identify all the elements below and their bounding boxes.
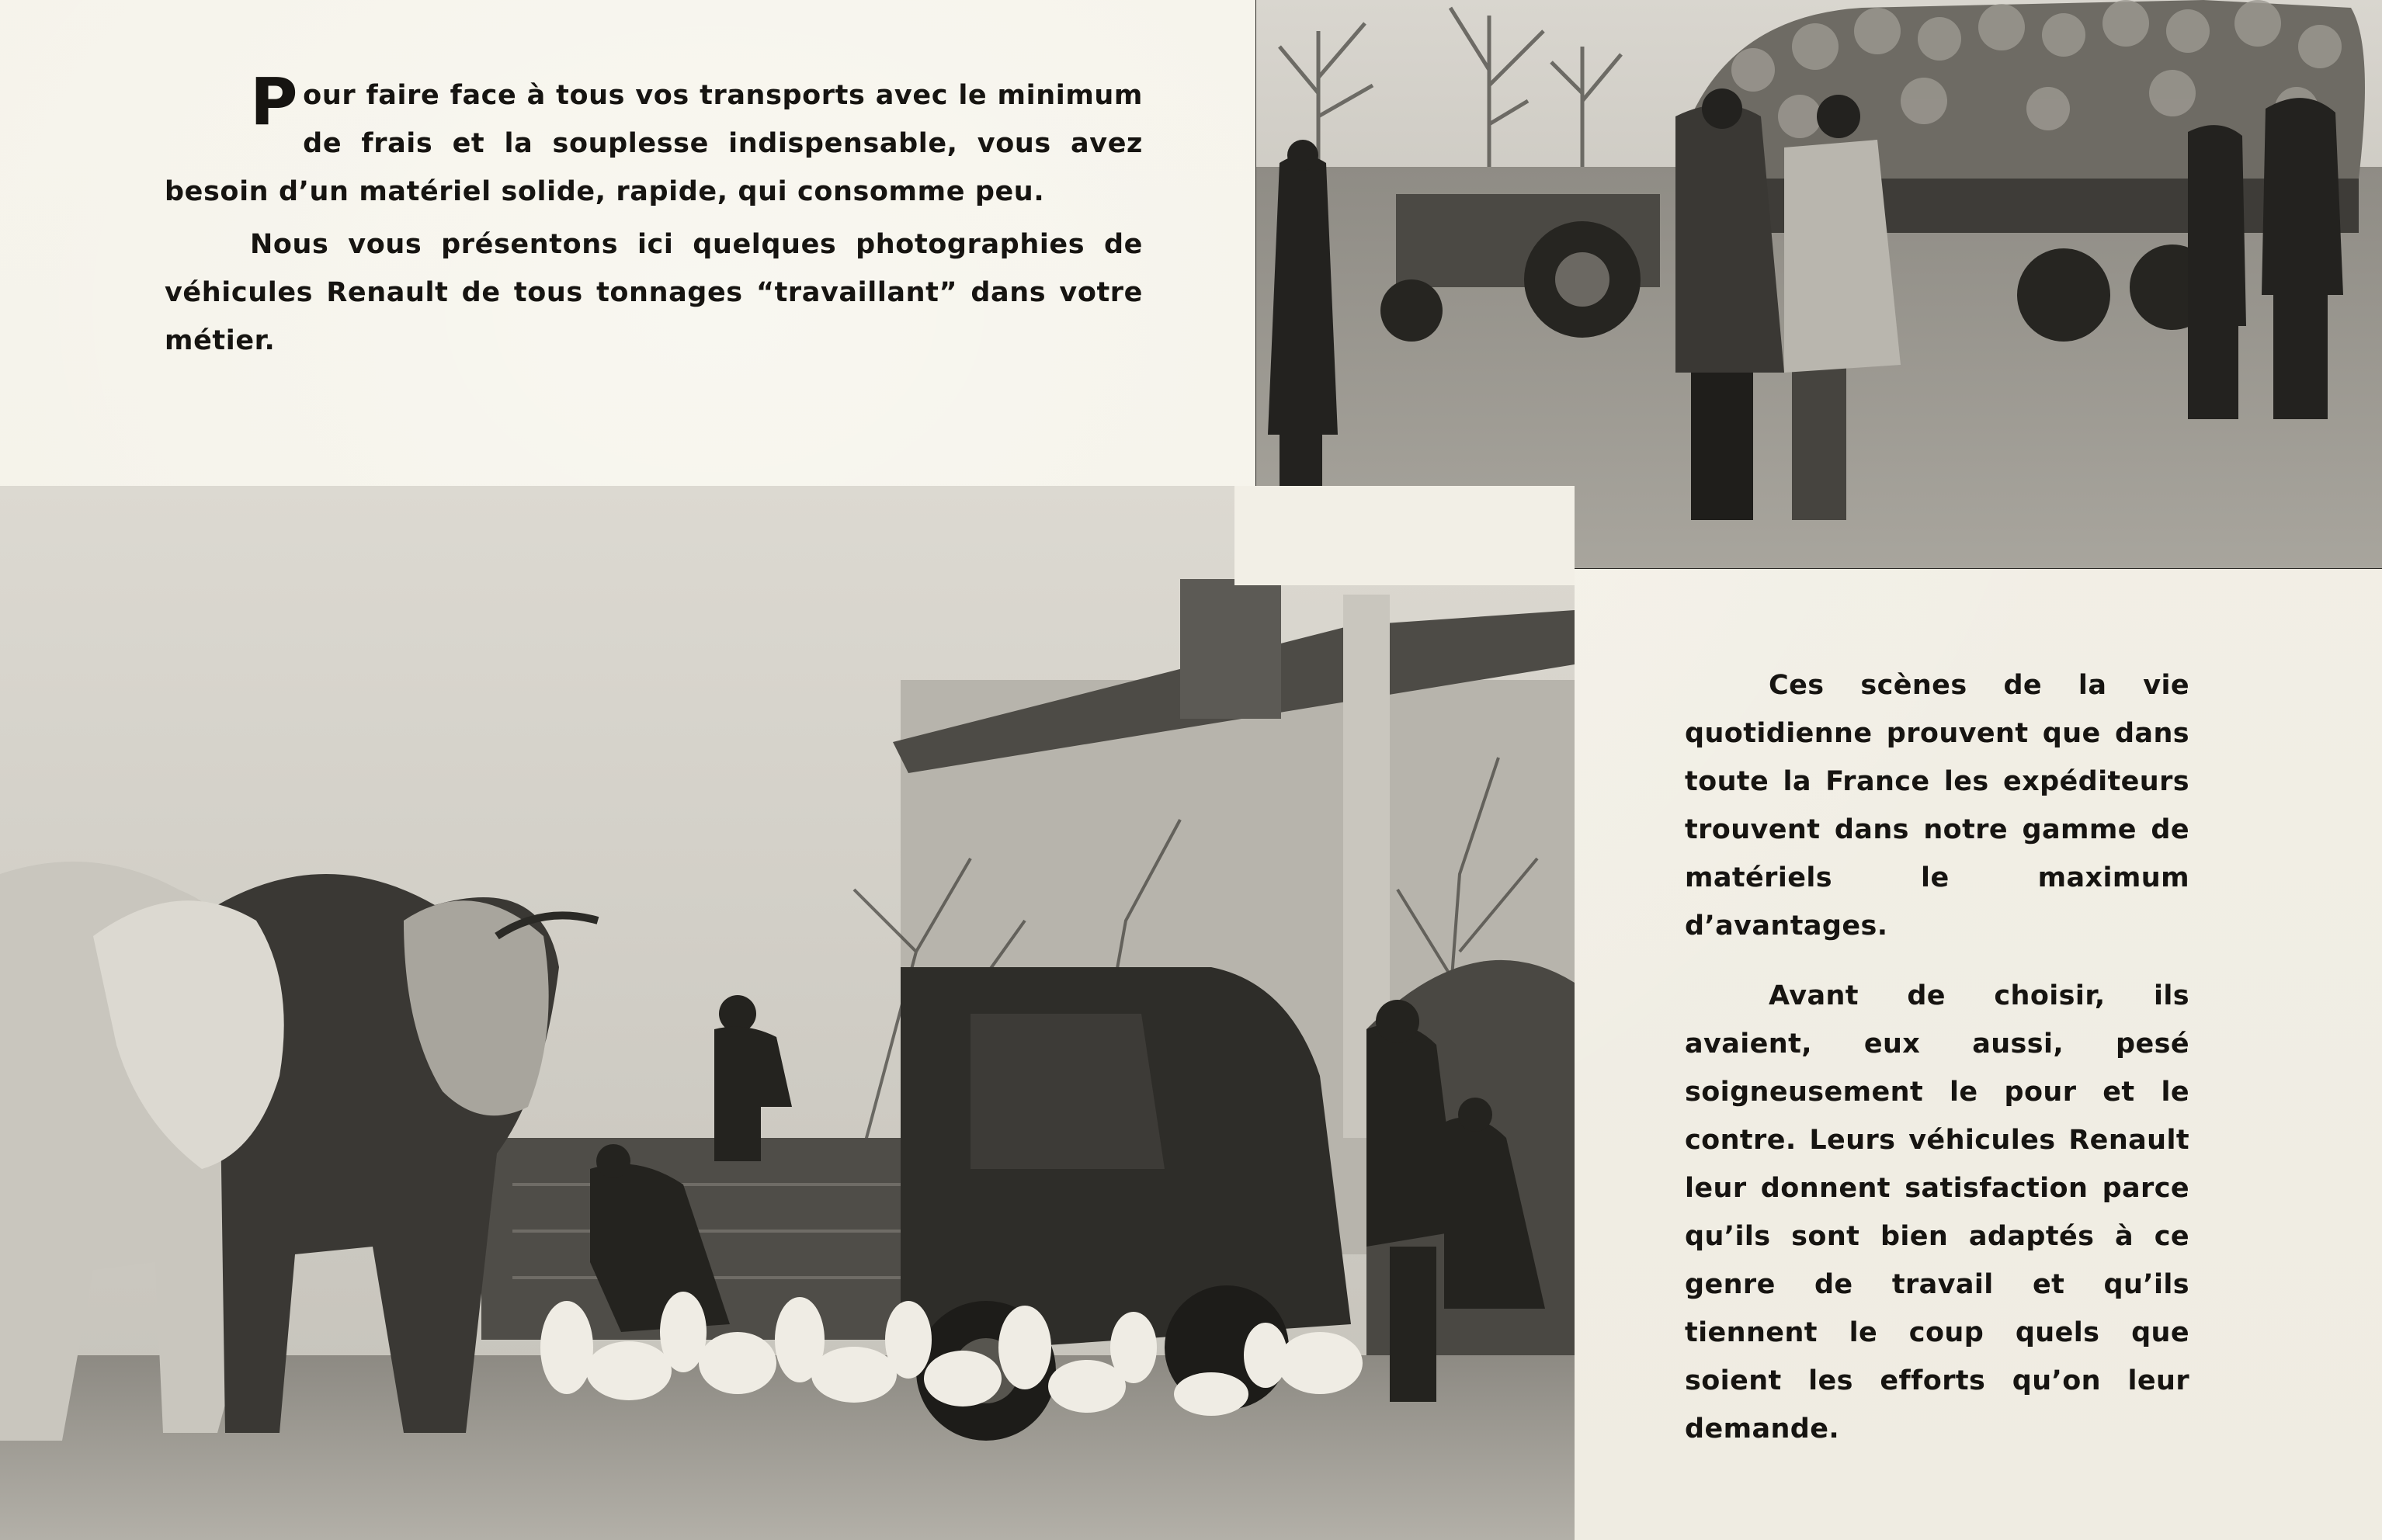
closing-paragraph-1: Ces scènes de la vie quotidienne prouvent que dans toute la France les expéditeurs trouvent dans notre gamme de matériels le maximum d’avantages. [1685, 670, 2189, 942]
paper-margin [1234, 486, 1575, 585]
intro-paragraph-2: Nous vous présentons ici quelques photographies de véhicules Renault de tous tonnages “travaillant” dans votre métier. [165, 229, 1143, 356]
intro-text-block [165, 64, 1143, 365]
intro-paragraph-1: our faire face à tous vos transports avec le minimum de frais et la souplesse indispensable, vous avez besoin d’un matériel solide, rapide, qui consomme peu. [165, 80, 1143, 207]
drop-cap: P [250, 64, 299, 140]
poultry-van-photo [0, 486, 1575, 1540]
closing-paragraph-2: Avant de choisir, ils avaient, eux aussi, pesé soigneusement le pour et le contre. Leurs véhicules Renault leur donnent satisfaction parce qu’ils sont bien adaptés à ce genre de travail et qu’ils tiennent le coup quels que soient les efforts qu’on leur demande. [1685, 980, 2189, 1445]
closing-text-block [1685, 661, 2189, 1453]
market-tractor-photo [1256, 0, 2382, 568]
